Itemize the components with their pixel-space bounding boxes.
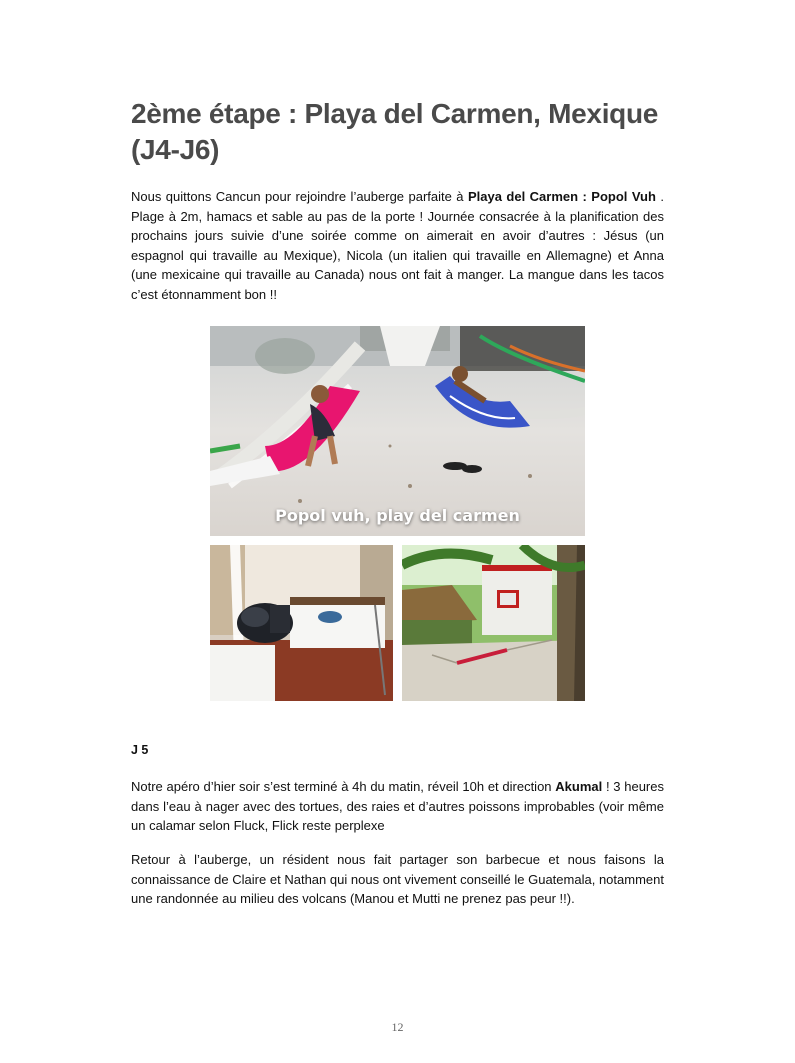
day5-place-name: Akumal	[555, 779, 603, 794]
day-5-paragraph-1	[131, 777, 664, 836]
day-5-heading: J 5	[131, 743, 149, 757]
courtyard-photo-art	[402, 545, 585, 701]
day5-text-start: Notre apéro d’hier soir s’est terminé à 4h du matin, réveil 10h et direction	[131, 779, 556, 794]
intro-text-start: Nous quittons Cancun pour rejoindre l’auberge parfaite à	[131, 189, 468, 204]
intro-paragraph	[131, 187, 664, 304]
room-photo-art	[210, 545, 393, 701]
room-photo	[210, 545, 393, 701]
intro-place-name: Playa del Carmen : Popol Vuh	[468, 189, 656, 204]
hammocks-photo-art	[210, 326, 585, 536]
page-title: 2ème étape : Playa del Carmen, Mexique (J4-J6)	[131, 98, 659, 165]
day-5-paragraph-2: Retour à l’auberge, un résident nous fait partager son barbecue et nous faisons la connaissance de Claire et Nathan qui nous ont vivement conseillé le Guatemala, notamment une randonnée au milieu des volcans (Manou et Mutti ne prenez pas peur !!).	[131, 852, 664, 906]
photo-caption: Popol vuh, play del carmen	[275, 506, 520, 525]
page-number: 12	[391, 1020, 404, 1034]
courtyard-photo	[402, 545, 585, 701]
day5-text-end: ! 3 heures dans l’eau à nager avec des tortues, des raies et d’autres poissons improbables (voir même un calamar selon Fluck, Flick reste perplexe	[131, 779, 664, 833]
hammocks-photo	[210, 326, 585, 536]
intro-text-end: . Plage à 2m, hamacs et sable au pas de la porte ! Journée consacrée à la planification des prochains jours suivie d’une soirée comme on aimerait en avoir d’autres : Jésus (un espagnol qui travaille au Mexique), Nicola (un italien qui travaille en Allemagne) et Anna (une mexicaine qui travaille au Canada) nous ont fait à manger. La mangue dans les tacos c’est étonnamment bon !!	[131, 189, 665, 302]
